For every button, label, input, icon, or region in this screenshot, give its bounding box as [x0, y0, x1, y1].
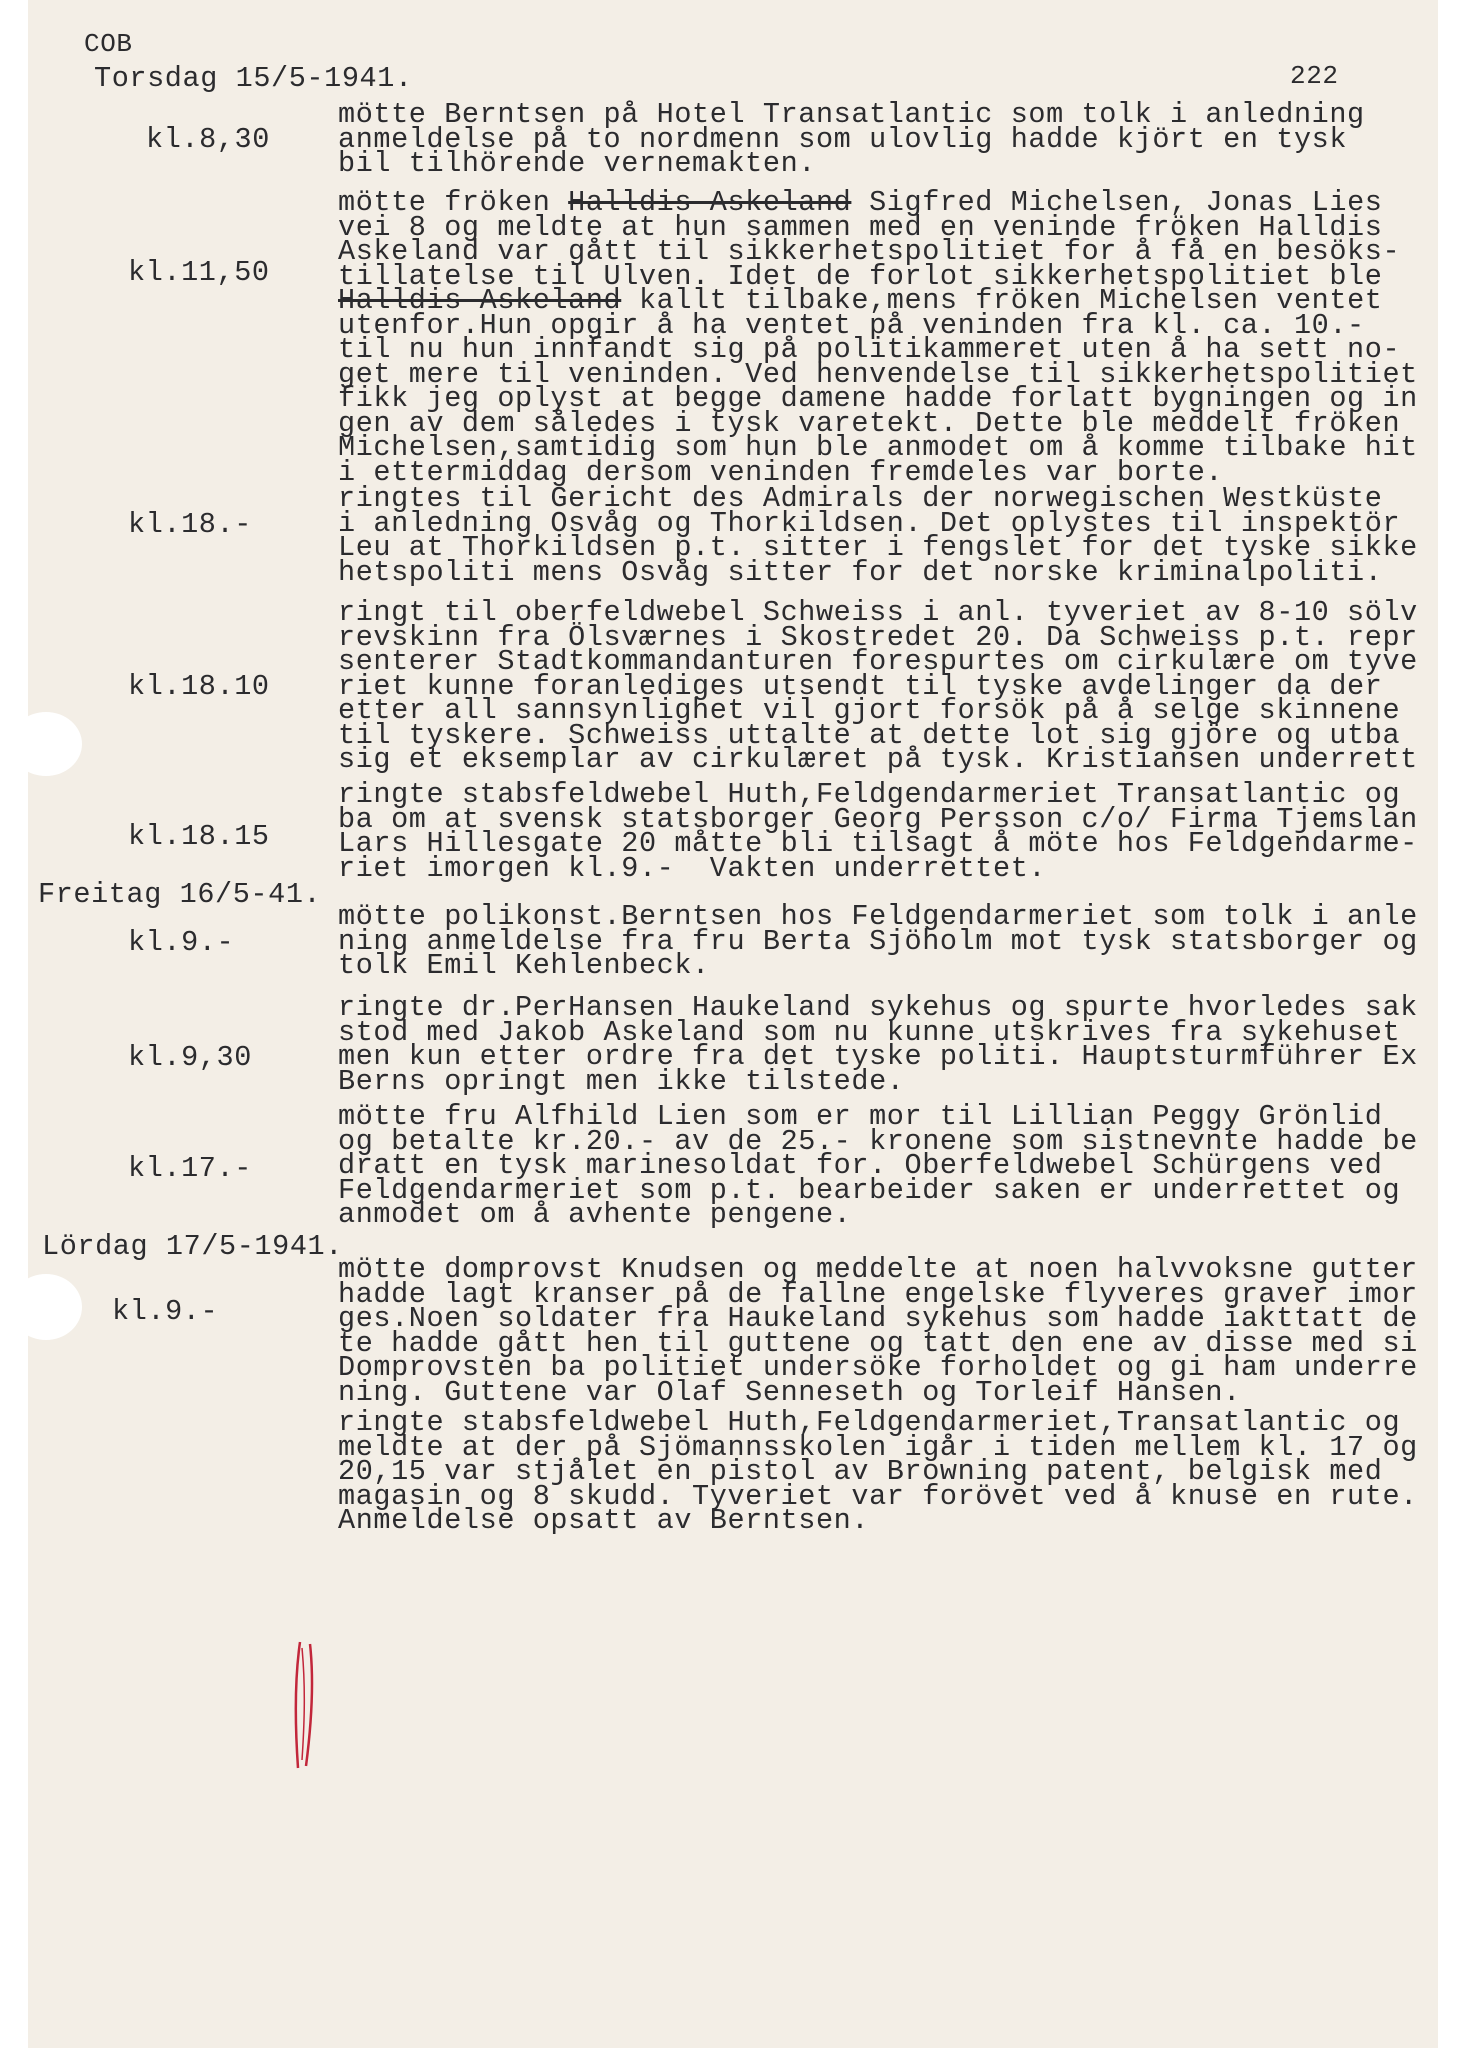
red-margin-mark	[290, 1640, 320, 1770]
entry-text-line: Domprovsten ba politiet undersöke forholdet og gi ham underre	[338, 1351, 1418, 1384]
entry-text-line: etter all sannsynlighet vil gjort forsök på å selge skinnene	[338, 694, 1401, 727]
entry-time: kl.18.-	[128, 508, 252, 541]
entry-text-line: ringt til oberfeldwebel Schweiss i anl. tyveriet av 8-10 sölv	[338, 596, 1418, 629]
entry-text-line: ringte stabsfeldwebel Huth,Feldgendarmeriet Transatlantic og	[338, 778, 1401, 811]
entry-text-line: dratt en tysk marinesoldat for. Oberfeldwebel Schürgens ved	[338, 1149, 1383, 1182]
entry-text-line: til nu hun innfandt sig på politikammeret uten å ha sett no-	[338, 333, 1401, 366]
entry-time: kl.11,50	[128, 256, 270, 289]
entry-text-line: Michelsen,samtidig som hun ble anmodet om å komme tilbake hit	[338, 431, 1418, 464]
entry-text-line: ning. Guttene var Olaf Senneseth og Torleif Hansen.	[338, 1375, 1241, 1409]
entry-time: kl.18.10	[128, 670, 270, 703]
struck-out-text: Halldis Askeland	[338, 284, 622, 317]
document-page	[28, 0, 1438, 2048]
struck-out-text: Halldis Askeland	[568, 186, 852, 219]
entry-text-line: ning anmeldelse fra fru Berta Sjöholm mot tysk statsborger og	[338, 924, 1418, 958]
entry-time: kl.18.15	[128, 820, 270, 853]
entry-text-line: mötte domprovst Knudsen og meddelte at noen halvvoksne gutter	[338, 1253, 1418, 1286]
punch-hole-bottom	[28, 1274, 82, 1340]
entry-text-line: mötte fröken Halldis Askeland Sigfred Michelsen, Jonas Lies	[338, 186, 1383, 219]
entry-text-line: mötte polikonst.Berntsen hos Feldgendarmeriet som tolk i anle	[338, 900, 1418, 933]
entry-text-line: vei 8 og meldte at hun sammen med en veninde fröken Halldis	[338, 210, 1383, 244]
date-heading: Lördag 17/5-1941.	[42, 1230, 343, 1263]
entry-text-line: tolk Emil Kehlenbeck.	[338, 949, 710, 982]
entry-text-line: hetspoliti mens Osvåg sitter for det norske kriminalpoliti.	[338, 555, 1383, 589]
punch-hole-top	[28, 712, 82, 776]
entry-text-line: 20,15 var stjålet en pistol av Browning patent, belgisk med	[338, 1455, 1383, 1488]
date-heading: Freitag 16/5-41.	[38, 878, 322, 911]
entry-text-line: tillatelse til Ulven. Idet de forlot sikkerhetspolitiet ble	[338, 259, 1383, 293]
entry-text-line: ringte stabsfeldwebel Huth,Feldgendarmeriet,Transatlantic og	[338, 1406, 1401, 1439]
entry-text-line: i ettermiddag dersom veninden fremdeles var borte.	[338, 455, 1224, 489]
entry-text-line: Askeland var gått til sikkerhetspolitiet for å få en besöks-	[338, 235, 1401, 268]
entry-text-line: ringtes til Gericht des Admirals der norwegischen Westküste	[338, 482, 1383, 515]
entry-text-line: Feldgendarmeriet som p.t. bearbeider saken er underrettet og	[338, 1173, 1401, 1207]
entry-text-line: gen av dem således i tysk varetekt. Dette ble meddelt fröken	[338, 406, 1401, 440]
entry-text-line: riet kunne foranlediges utsendt til tyske avdelinger da der	[338, 669, 1383, 703]
entry-text-line: utenfor.Hun opgir å ha ventet på veninden fra kl. ca. 10.-	[338, 308, 1365, 342]
entry-text-line: fikk jeg oplyst at begge damene hadde forlatt bygningen og in	[338, 382, 1418, 415]
entry-text-line: Anmeldelse opsatt av Berntsen.	[338, 1504, 870, 1537]
date-heading: Torsdag 15/5-1941.	[94, 62, 413, 95]
entry-text-line: og betalte kr.20.- av de 25.- kronene som sistnevnte hadde be	[338, 1124, 1418, 1158]
entry-text-line: hadde lagt kranser på de fallne engelske flyveres graver imor	[338, 1277, 1418, 1311]
entry-time: kl.9.-	[112, 1295, 219, 1328]
entry-text-line: anmodet om å avhente pengene.	[338, 1198, 852, 1231]
entry-time: kl.8,30	[146, 123, 270, 156]
entry-text-line: senterer Stadtkommandanturen forespurtes om cirkulære om tyve	[338, 645, 1418, 678]
entry-text-line: meldte at der på Sjömannsskolen igår i tiden mellem kl. 17 og	[338, 1430, 1418, 1464]
header-code: COB	[84, 29, 133, 59]
entry-text-line: Halldis Askeland kallt tilbake,mens fröken Michelsen ventet	[338, 284, 1383, 317]
page-number: 222	[1290, 61, 1339, 91]
entry-text-line: mötte fru Alfhild Lien som er mor til Lillian Peggy Grönlid	[338, 1100, 1383, 1133]
entry-text-line: Lars Hillesgate 20 måtte bli tilsagt å möte hos Feldgendarme-	[338, 827, 1418, 860]
entry-text-line: i anledning Osvåg og Thorkildsen. Det oplystes til inspektör	[338, 506, 1401, 540]
entry-time: kl.17.-	[128, 1152, 252, 1185]
entry-text-line: mötte Berntsen på Hotel Transatlantic som tolk i anledning	[338, 98, 1365, 131]
entry-text-line: sig et eksemplar av cirkulæret på tysk. Kristiansen underrett	[338, 743, 1418, 776]
entry-text-line: ba om at svensk statsborger Georg Persson c/o/ Firma Tjemslan	[338, 802, 1418, 836]
entry-text-line: Berns opringt men ikke tilstede.	[338, 1064, 905, 1098]
entry-text-line: revskinn fra Ölsværnes i Skostredet 20. Da Schweiss p.t. repr	[338, 620, 1418, 654]
entry-text-line: get mere til veninden. Ved henvendelse til sikkerhetspolitiet	[338, 357, 1418, 391]
entry-text-line: ges.Noen soldater fra Haukeland sykehus som hadde iakttatt de	[338, 1302, 1418, 1335]
entry-text-line: ringte dr.PerHansen Haukeland sykehus og spurte hvorledes sak	[338, 991, 1418, 1024]
entry-time: kl.9.-	[128, 926, 235, 959]
entry-text-line: men kun etter ordre fra det tyske politi. Hauptsturmführer Ex	[338, 1040, 1418, 1073]
entry-text-line: riet imorgen kl.9.- Vakten underrettet.	[338, 851, 1047, 885]
entry-text-line: te hadde gått hen til guttene og tatt den ene av disse med si	[338, 1326, 1418, 1360]
entry-text-line: magasin og 8 skudd. Tyveriet var forövet ved å knuse en rute.	[338, 1479, 1418, 1513]
entry-text-line: Leu at Thorkildsen p.t. sitter i fengslet for det tyske sikke	[338, 531, 1418, 564]
entry-text-line: til tyskere. Schweiss uttalte at dette lot sig gjöre og utba	[338, 718, 1401, 752]
entry-text-line: stod med Jakob Askeland som nu kunne utskrives fra sykehuset	[338, 1015, 1401, 1049]
entry-text-line: bil tilhörende vernemakten.	[338, 147, 816, 180]
entry-text-line: anmeldelse på to nordmenn som ulovlig hadde kjört en tysk	[338, 122, 1348, 156]
entry-time: kl.9,30	[128, 1041, 252, 1074]
